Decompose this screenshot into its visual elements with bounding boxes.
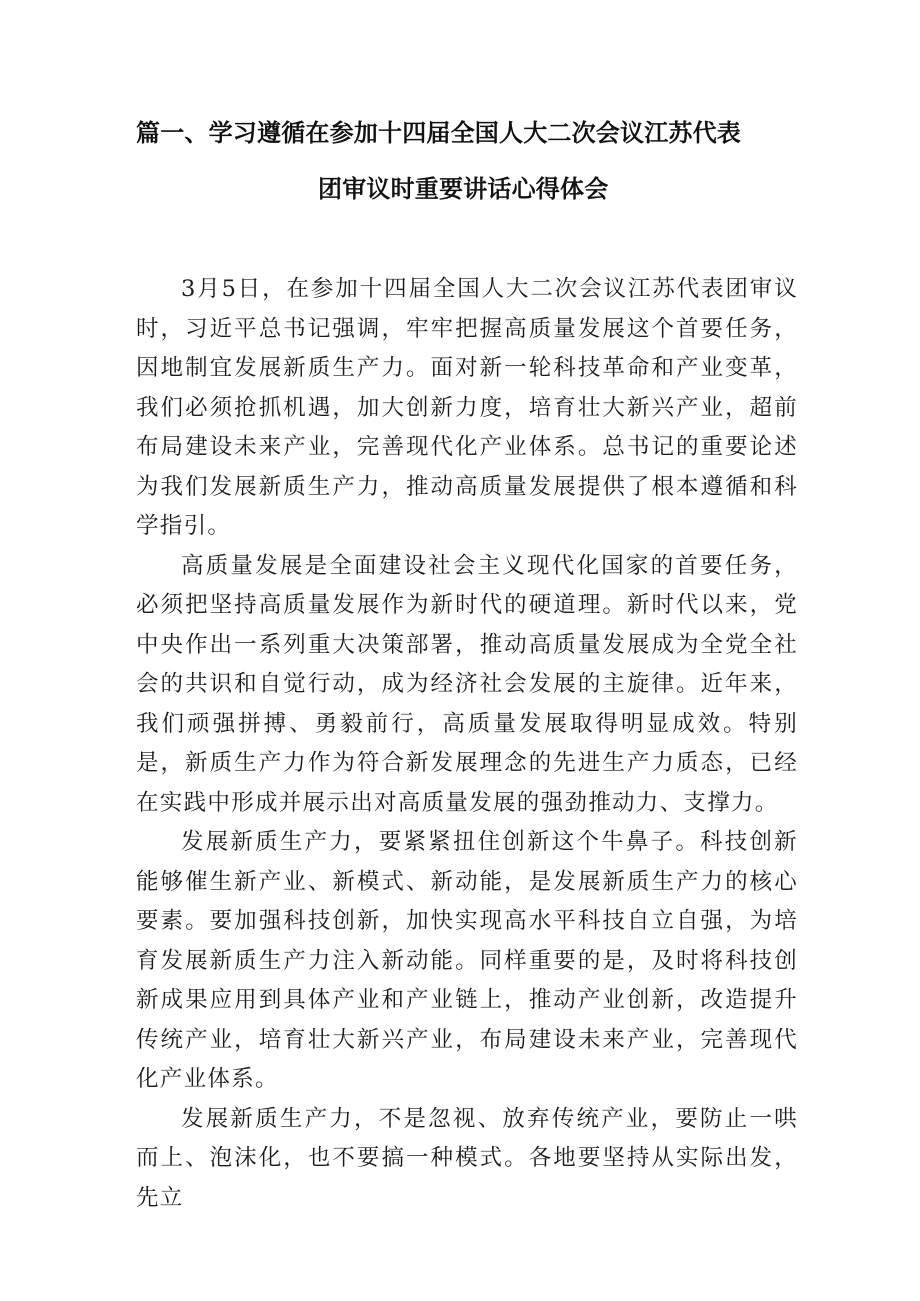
body-paragraph-3: 发展新质生产力，要紧紧扭住创新这个牛鼻子。科技创新能够催生新产业、新模式、新动能，是发展新质生产力的核心要素。要加强科技创新，加快实现高水平科技自立自强，为培育发展新质生产力注入新动能。同样重要的是，及时将科技创新成果应用到具体产业和产业链上，推动产业创新，改造提升传统产业，培育壮大新兴产业，布局建设未来产业，完善现代化产业体系。 <box>136 829 798 1092</box>
body-paragraph-2: 高质量发展是全面建设社会主义现代化国家的首要任务，必须把坚持高质量发展作为新时代的硬道理。新时代以来，党中央作出一系列重大决策部署，推动高质量发展成为全党全社会的共识和自觉行动，成为经济社会发展的主旋律。近年来，我们顽强拼搏、勇毅前行，高质量发展取得明显成效。特别是，新质生产力作为符合新发展理念的先进生产力质态，已经在实践中形成并展示出对高质量发展的强劲推动力、支撑力。 <box>136 552 798 816</box>
document-title-line-1: 篇一、学习遵循在参加十四届全国人大二次会议江苏代表 <box>136 119 741 147</box>
body-paragraph-4: 发展新质生产力，不是忽视、放弃传统产业，要防止一哄而上、泡沫化，也不要搞一种模式。各地要坚持从实际出发，先立 <box>136 1105 798 1211</box>
document-title-line-2: 团审议时重要讲话心得体会 <box>318 175 609 203</box>
document-body <box>136 270 798 1218</box>
body-paragraph-1: 3月5日，在参加十四届全国人大二次会议江苏代表团审议时，习近平总书记强调，牢牢把握高质量发展这个首要任务，因地制宜发展新质生产力。面对新一轮科技革命和产业变革，我们必须抢抓机遇，加大创新力度，培育壮大新兴产业，超前布局建设未来产业，完善现代化产业体系。总书记的重要论述为我们发展新质生产力，推动高质量发展提供了根本遵循和科学指引。 <box>136 276 798 539</box>
